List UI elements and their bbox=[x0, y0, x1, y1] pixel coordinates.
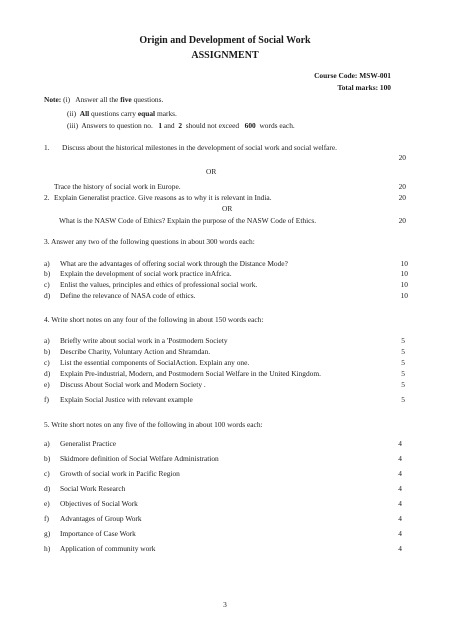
q3-item-label: d) bbox=[44, 291, 51, 300]
q3-item-label: c) bbox=[44, 280, 50, 289]
q5-item-label: f) bbox=[44, 514, 49, 523]
document-title: Origin and Development of Social Work bbox=[139, 35, 311, 46]
q4-item-text: Briefly write about social work in a 'Postmodern Society bbox=[60, 336, 228, 345]
q3-intro: 3. Answer any two of the following questions in about 300 words each: bbox=[44, 237, 255, 246]
q2-or: OR bbox=[222, 204, 233, 213]
q5-item-label: a) bbox=[44, 439, 50, 448]
q5-item-label: d) bbox=[44, 484, 51, 493]
q3-item-text: What are the advantages of offering social work through the Distance Mode? bbox=[60, 259, 288, 268]
q4-item-label: f) bbox=[44, 395, 49, 404]
q4-item-marks: 5 bbox=[401, 369, 405, 378]
note-ii-text: questions carry bbox=[91, 109, 136, 118]
q3-item-marks: 10 bbox=[400, 280, 408, 289]
q5-item-marks: 4 bbox=[398, 529, 402, 538]
q4-intro: 4. Write short notes on any four of the following in about 150 words each: bbox=[44, 315, 264, 324]
note-iii-end: words each. bbox=[259, 121, 295, 130]
q4-item-text: Explain Social Justice with relevant example bbox=[60, 395, 193, 404]
q4-item-label: b) bbox=[44, 347, 51, 356]
q1-or: OR bbox=[206, 167, 217, 176]
q5-item-marks: 4 bbox=[398, 544, 402, 553]
note-iii-mid: should not exceed bbox=[185, 121, 240, 130]
note-ii-bold2: equal bbox=[137, 109, 156, 118]
q2-marks: 20 bbox=[398, 193, 406, 202]
note-line-ii bbox=[67, 110, 177, 117]
document-subtitle: ASSIGNMENT bbox=[191, 50, 259, 61]
q2-alt-text: What is the NASW Code of Ethics? Explain the purpose of the NASW Code of Ethics. bbox=[59, 216, 317, 225]
q4-item-marks: 5 bbox=[401, 358, 405, 367]
q4-item-text: Explain Pre-industrial, Modern, and Postmodern Social Welfare in the United Kingdom. bbox=[60, 369, 321, 378]
q2-text: Explain Generalist practice. Give reasons as to why it is relevant in India. bbox=[54, 193, 272, 202]
note-line-i bbox=[44, 96, 163, 103]
q3-item-marks: 10 bbox=[400, 259, 408, 268]
q4-item-marks: 5 bbox=[401, 395, 405, 404]
q1-number: 1. bbox=[44, 143, 50, 152]
q2-alt-marks: 20 bbox=[398, 216, 406, 225]
course-code: Course Code: MSW-001 bbox=[314, 71, 391, 80]
q4-item-text: List the essential components of SocialAction. Explain any one. bbox=[60, 358, 250, 367]
q4-item-marks: 5 bbox=[401, 336, 405, 345]
q4-item-marks: 5 bbox=[401, 380, 405, 389]
note-iii-b3: 600 bbox=[244, 121, 256, 130]
q5-item-label: h) bbox=[44, 544, 51, 553]
q1-alt-text: Trace the history of social work in Europe. bbox=[54, 182, 181, 191]
note-iii-b2: 2 bbox=[178, 121, 183, 130]
q5-item-text: Advantages of Group Work bbox=[60, 514, 142, 523]
q2-number: 2. bbox=[44, 193, 50, 202]
q4-item-text: Discuss About Social work and Modern Society . bbox=[60, 380, 206, 389]
q3-item-text: Define the relevance of NASA code of ethics. bbox=[60, 291, 196, 300]
q5-item-text: Importance of Case Work bbox=[60, 529, 136, 538]
page-number: 3 bbox=[223, 600, 227, 609]
q5-item-text: Application of community work bbox=[60, 544, 156, 553]
q1-alt-marks: 20 bbox=[398, 182, 406, 191]
note-iii-b1: 1 bbox=[158, 121, 163, 130]
q5-item-label: c) bbox=[44, 469, 50, 478]
q3-item-label: b) bbox=[44, 269, 51, 278]
q5-item-label: b) bbox=[44, 454, 51, 463]
q5-item-label: g) bbox=[44, 529, 51, 538]
q5-item-text: Social Work Research bbox=[60, 484, 126, 493]
q5-item-text: Skidmore definition of Social Welfare Administration bbox=[60, 454, 219, 463]
q3-item-text: Explain the development of social work practice inAfrica. bbox=[60, 269, 232, 278]
q3-item-label: a) bbox=[44, 259, 50, 268]
note-i-num: (i) bbox=[63, 95, 71, 104]
note-label: Note: bbox=[44, 95, 62, 104]
note-i-end: questions. bbox=[133, 95, 164, 104]
q3-item-marks: 10 bbox=[400, 269, 408, 278]
note-iii-num: (iii) bbox=[67, 121, 79, 130]
q5-item-marks: 4 bbox=[398, 469, 402, 478]
total-marks: Total marks: 100 bbox=[337, 83, 391, 92]
note-ii-end: marks. bbox=[156, 109, 177, 118]
q5-item-marks: 4 bbox=[398, 484, 402, 493]
q4-item-marks: 5 bbox=[401, 347, 405, 356]
q5-item-text: Objectives of Social Work bbox=[60, 499, 138, 508]
q4-item-label: c) bbox=[44, 358, 50, 367]
q5-item-marks: 4 bbox=[398, 514, 402, 523]
note-ii-num: (ii) bbox=[67, 109, 77, 118]
q3-item-marks: 10 bbox=[400, 291, 408, 300]
q1-text: Discuss about the historical milestones in the development of social work and social welfare. bbox=[62, 143, 338, 152]
q5-item-marks: 4 bbox=[398, 454, 402, 463]
q5-item-marks: 4 bbox=[398, 499, 402, 508]
note-iii-and: and bbox=[163, 121, 175, 130]
note-iii-text: Answers to question no. bbox=[81, 121, 153, 130]
q1-marks: 20 bbox=[398, 153, 406, 162]
q4-item-label: e) bbox=[44, 380, 50, 389]
q5-intro: 5. Write short notes on any five of the following in about 100 words each: bbox=[44, 420, 263, 429]
note-i-bold: five bbox=[120, 95, 132, 104]
q3-item-text: Enlist the values, principles and ethics of professional social work. bbox=[60, 280, 258, 289]
q5-item-marks: 4 bbox=[398, 439, 402, 448]
q4-item-label: a) bbox=[44, 336, 50, 345]
q4-item-label: d) bbox=[44, 369, 51, 378]
note-ii-bold: All bbox=[79, 109, 90, 118]
q5-item-label: e) bbox=[44, 499, 50, 508]
note-i-text: Answer all the bbox=[75, 95, 119, 104]
q5-item-text: Growth of social work in Pacific Region bbox=[60, 469, 180, 478]
note-line-iii bbox=[67, 122, 295, 129]
q5-item-text: Generalist Practice bbox=[60, 439, 117, 448]
q4-item-text: Describe Charity, Voluntary Action and Shramdan. bbox=[60, 347, 211, 356]
